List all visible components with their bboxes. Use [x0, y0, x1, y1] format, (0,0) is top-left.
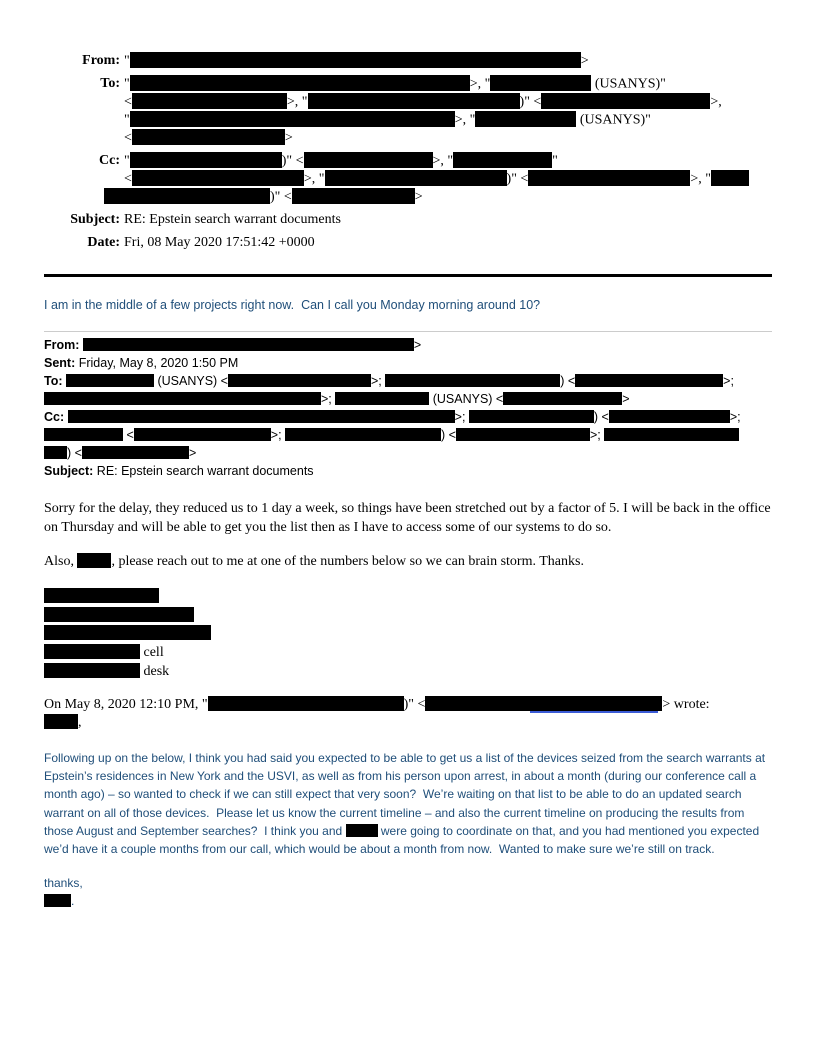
- redaction-bar: [44, 625, 211, 640]
- text-fragment: >, ": [432, 153, 454, 169]
- quoted-message-paragraph: [44, 749, 772, 858]
- text-fragment: <: [124, 130, 132, 146]
- text-fragment: )" <: [403, 696, 426, 712]
- redaction-bar: [335, 392, 429, 405]
- text-fragment: ": [124, 76, 130, 92]
- redaction-bar: [44, 588, 159, 603]
- signature-line-redacted: [44, 588, 772, 607]
- body-paragraph-delay: Sorry for the delay, they reduced us to 1 day a week, so things have been stretched out by a factor of 5. I will be back in the office on Thursday and will be able to get you the list then as I have to access some of our systems to do so.: [44, 501, 775, 535]
- date-value: Fri, 08 May 2020 17:51:42 +0000: [124, 235, 315, 250]
- text-fragment: ) <: [67, 446, 82, 460]
- field-to: [44, 372, 772, 390]
- to-value-redacted: [63, 374, 734, 388]
- redaction-bar: [575, 374, 723, 387]
- redaction-bar: [609, 410, 730, 423]
- field-subject: [44, 462, 772, 480]
- redaction-bar: [228, 374, 371, 387]
- redaction-bar: [711, 170, 749, 186]
- text-fragment: desk: [140, 663, 170, 679]
- quoted-thanks: thanks,: [44, 876, 83, 891]
- signature-phone-desk: [44, 663, 772, 682]
- text-fragment: >: [284, 130, 293, 146]
- redaction-bar: [528, 170, 690, 186]
- quoted-signoff-redacted: [44, 892, 772, 910]
- text-fragment: >: [622, 392, 630, 406]
- redaction-bar: [77, 553, 111, 568]
- sent-label: Sent:: [44, 356, 76, 370]
- redaction-bar: [469, 410, 594, 423]
- field-sent: [44, 354, 772, 372]
- text-fragment: (USANYS) <: [429, 392, 504, 406]
- text-fragment: >, ": [469, 76, 491, 92]
- redaction-bar: [130, 52, 581, 68]
- redaction-bar: [453, 152, 552, 168]
- text-fragment: >;: [729, 410, 741, 424]
- field-date: [44, 234, 772, 252]
- from-value-redacted: [124, 52, 772, 70]
- text-fragment: )" <: [519, 94, 542, 110]
- redaction-bar: [541, 93, 710, 109]
- redaction-bar: [385, 374, 560, 387]
- redaction-bar: [132, 93, 287, 109]
- email2-header: [44, 336, 772, 480]
- redaction-bar: [66, 374, 154, 387]
- cc-label: Cc:: [99, 153, 120, 168]
- text-fragment: >: [414, 189, 423, 205]
- redaction-bar: [130, 152, 282, 168]
- cc-value-redacted: [64, 410, 740, 424]
- text-fragment: Following up on the below, I think you had said you expected to be able to get us a list of the devices seized from the search warrants at Epstein’s residences in New York and the USVI, as well as from his person upon arrest, in about a month (during our conference call a month ago) – so wanted to check if we can still expect that very soon? We’re waiting on that list to be able to do an updated search warrant on all of those devices. Please let us know the current timeline – and also the current timeline on producing the results from those August and September searches? I think you and: [44, 750, 769, 838]
- subject-label: Subject:: [44, 464, 94, 478]
- text-fragment: <: [123, 428, 134, 442]
- text-fragment: (USANYS) <: [154, 374, 228, 388]
- subject-value: [93, 464, 313, 478]
- text-fragment: >;: [723, 374, 734, 388]
- cc-value-redacted: [124, 152, 772, 170]
- redaction-bar: [490, 75, 591, 91]
- from-label: From:: [82, 53, 120, 68]
- text-fragment: cell: [140, 645, 164, 661]
- on-wrote-line: [44, 696, 772, 715]
- redaction-bar-over-link: [425, 696, 662, 711]
- text-fragment: ) <: [593, 410, 609, 424]
- subject-label: Subject:: [70, 212, 120, 227]
- from-value-redacted: [79, 338, 421, 352]
- field-cc: [44, 408, 772, 426]
- greeting-redacted: [44, 714, 772, 733]
- signature-line-redacted: [44, 625, 772, 644]
- redaction-bar: [475, 111, 576, 127]
- sent-value: [75, 356, 238, 370]
- text-fragment: On May 8, 2020 12:10 PM, ": [44, 696, 208, 712]
- text-fragment: >: [413, 338, 422, 352]
- redaction-bar: [104, 188, 270, 204]
- cc-value-redacted: [124, 170, 772, 188]
- redaction-bar: [134, 428, 271, 441]
- redaction-bar: [83, 338, 414, 351]
- text-fragment: ,: [78, 715, 82, 731]
- quoted-attribution: [44, 696, 772, 733]
- date-label: Date:: [87, 235, 120, 250]
- separator-thick-rule: [44, 274, 772, 277]
- text-fragment: )" <: [506, 171, 529, 187]
- redaction-bar: [130, 75, 470, 91]
- field-from: [44, 52, 772, 70]
- text-fragment: > wrote:: [662, 696, 710, 712]
- to-value-redacted: [124, 129, 772, 147]
- field-from: [44, 336, 772, 354]
- from-label: From:: [44, 338, 80, 352]
- text-fragment: RE: Epstein search warrant documents: [93, 464, 314, 478]
- redaction-bar: [130, 111, 455, 127]
- redaction-bar: [44, 607, 194, 622]
- field-to: [44, 75, 772, 147]
- redaction-bar: [325, 170, 507, 186]
- cc-continuation: [44, 426, 772, 444]
- to-label: To:: [100, 76, 120, 91]
- text-fragment: >;: [321, 392, 336, 406]
- text-fragment: , please reach out to me at one of the numbers below so we can brain storm. Thanks.: [111, 554, 584, 570]
- text-fragment: <: [124, 94, 132, 110]
- cc-continuation: [44, 444, 772, 462]
- signature-block: [44, 588, 772, 681]
- redaction-bar: [132, 129, 285, 145]
- to-label: To:: [44, 374, 63, 388]
- text-fragment: ": [124, 53, 130, 69]
- text-fragment: )" <: [270, 189, 292, 205]
- redaction-bar: [285, 428, 441, 441]
- redaction-bar: [44, 894, 71, 907]
- redaction-bar: [44, 428, 123, 441]
- signature-phone-cell: [44, 644, 772, 663]
- text-fragment: (USANYS)": [591, 76, 666, 92]
- text-fragment: (USANYS)": [576, 112, 651, 128]
- redaction-bar: [208, 696, 404, 711]
- redaction-bar: [44, 392, 321, 405]
- reply-message-text: I am in the middle of a few projects right now. Can I call you Monday morning around 10?: [44, 298, 541, 312]
- text-fragment: )" <: [281, 153, 304, 169]
- text-fragment: >;: [454, 410, 469, 424]
- body-paragraph-also: [44, 553, 772, 572]
- text-fragment: >;: [270, 428, 286, 442]
- field-subject: [44, 211, 772, 229]
- text-fragment: were going to coordinate on that, and you had mentioned you expected we’d have it a couple months from our call, which would be about a month from now. Wanted to make sure we’re still on track.: [44, 823, 763, 856]
- redaction-bar: [132, 170, 304, 186]
- redaction-bar: [44, 663, 140, 678]
- field-cc: [44, 152, 772, 206]
- to-value-redacted: [124, 111, 772, 129]
- text-fragment: Also,: [44, 554, 78, 570]
- text-fragment: ) <: [560, 374, 576, 388]
- redaction-bar: [68, 410, 455, 423]
- redaction-bar: [503, 392, 622, 405]
- redaction-bar: [44, 446, 67, 459]
- redaction-bar: [44, 644, 140, 659]
- text-fragment: ": [552, 153, 558, 169]
- text-fragment: ) <: [441, 428, 456, 442]
- to-value-redacted: [124, 75, 772, 93]
- to-value-redacted: [124, 93, 772, 111]
- text-fragment: >;: [370, 374, 386, 388]
- text-fragment: ": [124, 112, 130, 128]
- to-continuation: [44, 390, 772, 408]
- text-fragment: >,: [710, 94, 722, 110]
- redaction-bar: [456, 428, 590, 441]
- redaction-bar: [304, 152, 433, 168]
- redaction-bar: [308, 93, 520, 109]
- text-fragment: >, ": [454, 112, 476, 128]
- text-fragment: >: [188, 446, 197, 460]
- text-fragment: >: [580, 53, 589, 69]
- text-fragment: Friday, May 8, 2020 1:50 PM: [75, 356, 239, 370]
- subject-value: RE: Epstein search warrant documents: [124, 212, 341, 227]
- text-fragment: >;: [589, 428, 605, 442]
- separator-thin-rule: [44, 331, 772, 332]
- text-fragment: ": [124, 153, 130, 169]
- redaction-bar: [346, 824, 378, 837]
- text-fragment: <: [124, 171, 132, 187]
- text-fragment: >, ": [690, 171, 711, 187]
- text-fragment: >, ": [303, 171, 325, 187]
- cc-label: Cc:: [44, 410, 65, 424]
- redaction-bar: [82, 446, 189, 459]
- signature-line-redacted: [44, 607, 772, 626]
- cc-value-redacted: [104, 188, 772, 206]
- redaction-bar: [44, 714, 78, 729]
- text-fragment: >, ": [286, 94, 308, 110]
- text-fragment: .: [71, 894, 75, 909]
- redaction-bar: [292, 188, 415, 204]
- email1-header: [44, 52, 772, 252]
- redaction-bar: [604, 428, 739, 441]
